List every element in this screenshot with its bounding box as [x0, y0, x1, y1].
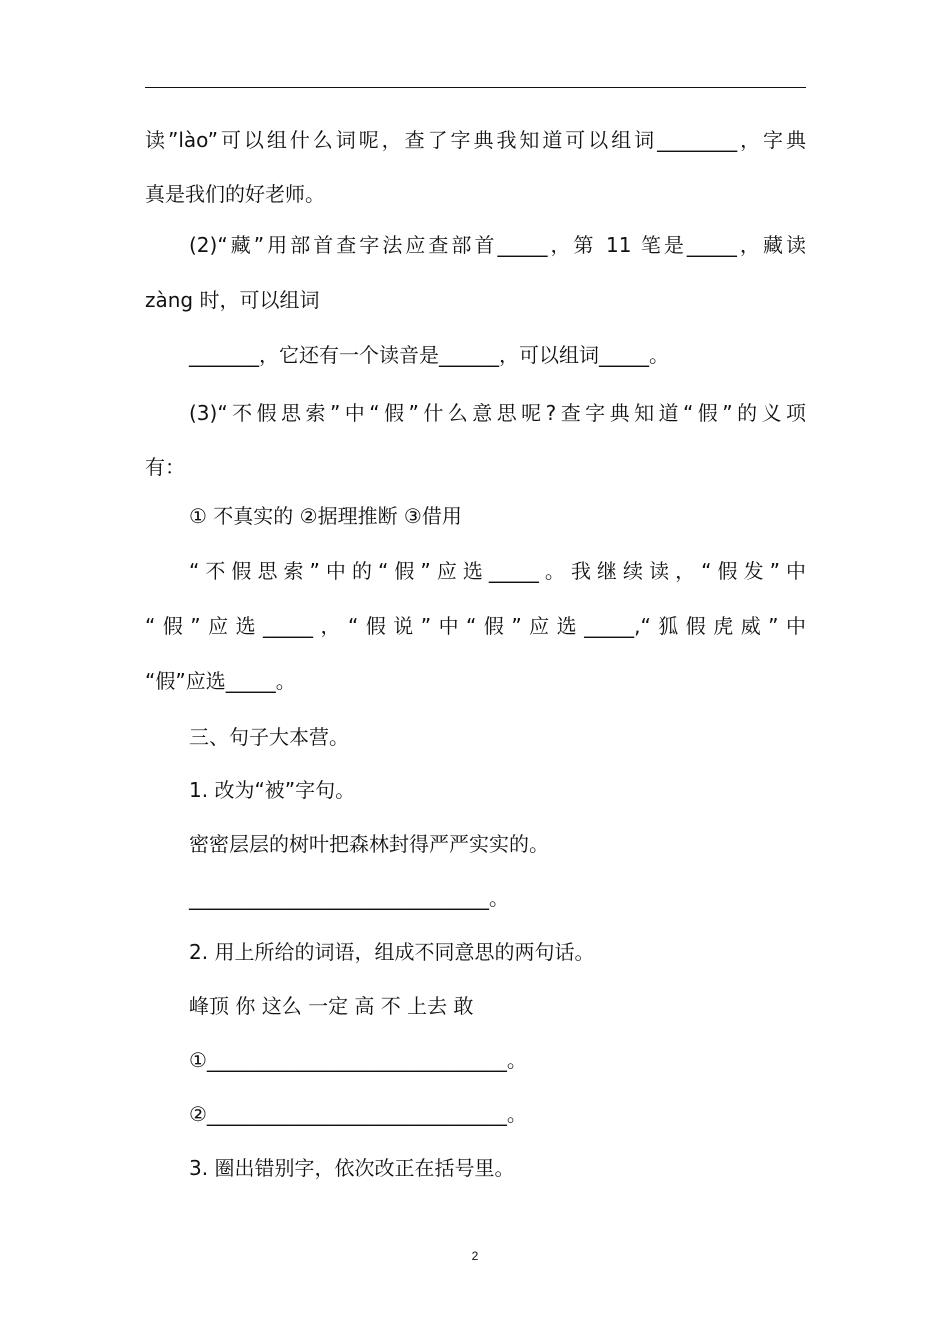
page-number: 2: [471, 1249, 479, 1263]
section-heading: 三、句子大本营。: [189, 725, 349, 749]
answer-line: ______________________________。: [189, 886, 509, 910]
question-heading: 3. 圈出错别字，依次改正在括号里。: [189, 1156, 515, 1180]
text-line: (2)“藏”用部首查字法应查部首_____，第 11 笔是_____，藏读: [189, 233, 806, 257]
text-line: 有：: [145, 455, 185, 479]
option-line: ① 不真实的 ②据理推断 ③借用: [189, 504, 462, 528]
text-line: zàng 时，可以组词: [145, 288, 320, 312]
text-line: “假”应选_____。: [145, 669, 296, 693]
text-line: _______，它还有一个读音是______，可以组词_____。: [189, 343, 669, 367]
text-line: 密密层层的树叶把森林封得严严实实的。: [189, 832, 549, 856]
text-line: “假”应选_____，“假说”中“假”应选_____,“狐假虎威”中: [145, 614, 806, 638]
header-rule: [145, 87, 806, 88]
text-line: 真是我们的好老师。: [145, 182, 325, 206]
question-heading: 1. 改为“被”字句。: [189, 778, 356, 802]
answer-line: ①______________________________。: [189, 1048, 527, 1072]
text-line: (3)“不假思索”中“假”什么意思呢?查字典知道“假”的义项: [189, 401, 806, 425]
answer-line: ②______________________________。: [189, 1102, 527, 1126]
question-heading: 2. 用上所给的词语，组成不同意思的两句话。: [189, 940, 595, 964]
text-line: 读”lào”可以组什么词呢，查了字典我知道可以组词________，字典: [145, 128, 806, 152]
word-list: 峰顶 你 这么 一定 高 不 上去 敢: [189, 994, 474, 1018]
text-line: “不假思索”中的“假”应选_____。我继续读，“假发”中: [189, 559, 806, 583]
